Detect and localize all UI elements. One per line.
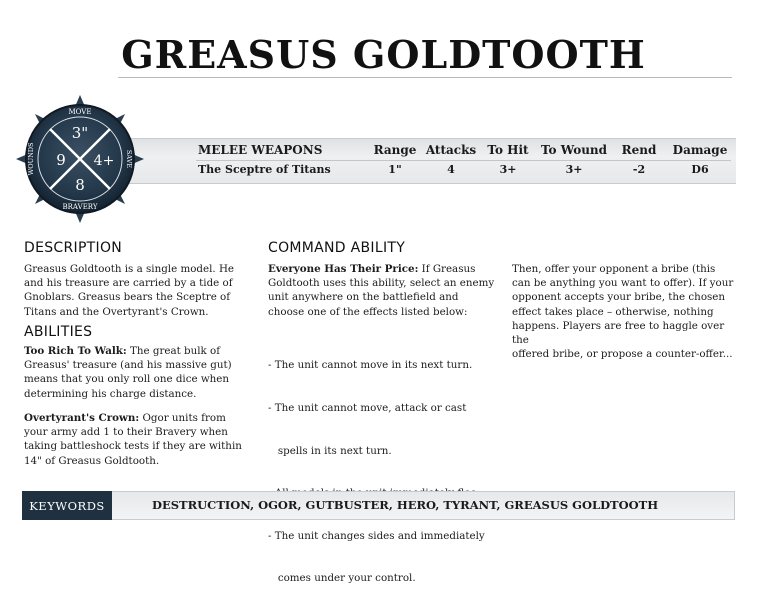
wounds-value: 9 <box>56 151 66 169</box>
ability-line: Ogor units from <box>139 412 226 424</box>
command-effect: comes under your control. <box>268 572 416 585</box>
warscroll-title: GREASUS GOLDTOOTH <box>121 32 646 77</box>
weapon-range: 1" <box>388 163 402 176</box>
weapon-rend: -2 <box>632 163 646 176</box>
description-text <box>24 262 249 319</box>
weapon-name: The Sceptre of Titans <box>198 163 331 176</box>
weapons-header-to-wound: To Wound <box>540 143 608 157</box>
ability-too-rich-to-walk <box>24 344 254 401</box>
command-line: effect takes place – otherwise, nothing <box>512 305 714 318</box>
command-line: Then, offer your opponent a bribe (this <box>512 263 716 275</box>
weapons-table-divider <box>196 160 731 161</box>
command-line: unit anywhere on the battlefield and <box>268 291 459 304</box>
command-line: opponent accepts your bribe, the chosen <box>512 291 726 304</box>
ability-line: 14" of Greasus Goldtooth. <box>24 454 160 467</box>
stat-dial <box>16 95 144 223</box>
ability-name: Too Rich To Walk: <box>24 345 127 357</box>
weapons-header-damage: Damage <box>672 143 728 157</box>
weapon-attacks: 4 <box>447 163 455 176</box>
keywords-label: KEYWORDS <box>22 491 112 520</box>
command-line: Goldtooth uses this ability, select an enemy <box>268 277 495 290</box>
command-effect: - The unit changes sides and immediately <box>268 529 485 542</box>
command-line: choose one of the effects listed below: <box>268 305 468 318</box>
wounds-label: WOUNDS <box>27 142 35 176</box>
command-line: If Greasus <box>418 263 476 275</box>
command-ability-name: Everyone Has Their Price: <box>268 263 419 275</box>
weapons-header-to-hit: To Hit <box>487 143 529 157</box>
description-line: Titans and the Overtyrant's Crown. <box>24 305 209 318</box>
ability-line: determining his charge distance. <box>24 387 197 400</box>
ability-line: your army add 1 to their Bravery when <box>24 426 228 439</box>
command-ability-effects <box>268 330 503 600</box>
description-heading: DESCRIPTION <box>24 240 123 256</box>
move-value: 3" <box>71 124 89 142</box>
command-effect: spells in its next turn. <box>268 444 392 457</box>
weapons-header-rend: Rend <box>621 143 657 157</box>
weapon-to-hit: 3+ <box>499 163 517 176</box>
command-effect: - The unit cannot move in its next turn. <box>268 359 473 372</box>
weapons-header-name: MELEE WEAPONS <box>198 143 323 157</box>
bravery-value: 8 <box>75 176 85 194</box>
keywords-text: DESTRUCTION, OGOR, GUTBUSTER, HERO, TYRANT, GREASUS GOLDTOOTH <box>152 498 659 512</box>
description-line: Gnoblars. Greasus bears the Sceptre of <box>24 291 231 304</box>
description-line: Greasus Goldtooth is a single model. He <box>24 263 235 275</box>
ability-line: means that you only roll one dice when <box>24 373 230 386</box>
move-label: MOVE <box>68 108 92 116</box>
ability-overtyrants-crown <box>24 411 254 468</box>
ability-line: taking battleshock tests if they are within <box>24 440 242 453</box>
command-ability-heading: COMMAND ABILITY <box>268 240 406 256</box>
command-line: offered bribe, or propose a counter-offer... <box>512 348 733 361</box>
command-ability-intro <box>268 262 503 319</box>
save-value: 4+ <box>93 153 115 169</box>
weapons-header-range: Range <box>373 143 417 157</box>
ability-line: Greasus' treasure (and his massive gut) <box>24 359 232 372</box>
description-line: and his treasure are carried by a tide of <box>24 277 233 290</box>
save-label: SAVE <box>125 149 133 169</box>
weapon-to-wound: 3+ <box>565 163 583 176</box>
bravery-label: BRAVERY <box>62 203 98 211</box>
title-divider <box>118 77 732 78</box>
command-line: happens. Players are free to haggle over the <box>512 319 725 347</box>
ability-line: The great bulk of <box>126 345 221 357</box>
command-line: can be anything you want to offer). If your <box>512 277 734 290</box>
weapon-damage: D6 <box>691 163 709 176</box>
weapons-header-attacks: Attacks <box>425 143 477 157</box>
command-effect: - The unit cannot move, attack or cast <box>268 402 467 415</box>
ability-name: Overtyrant's Crown: <box>24 412 140 424</box>
abilities-heading: ABILITIES <box>24 324 93 340</box>
command-ability-continued <box>512 262 742 361</box>
